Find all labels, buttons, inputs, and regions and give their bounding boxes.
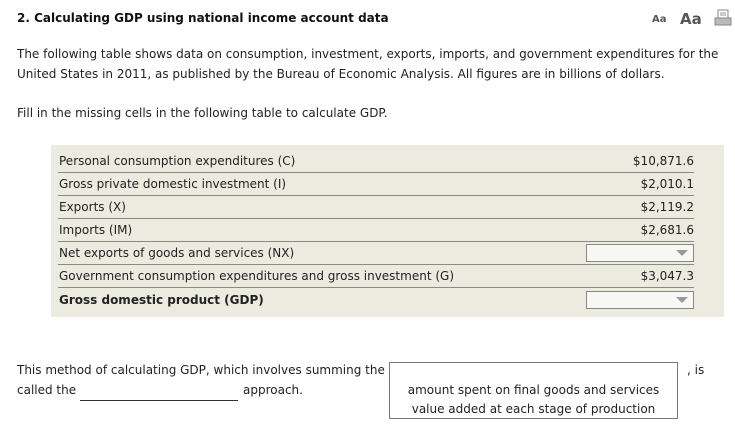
table-row-total [58, 289, 694, 311]
question-text-end: , is [687, 363, 705, 377]
table-row [58, 150, 694, 173]
option-value-added[interactable]: value added at each stage of production [411, 402, 656, 416]
net-exports-dropdown[interactable] [586, 244, 694, 262]
approach-dropdown[interactable] [389, 362, 678, 382]
instruction-text: Fill in the missing cells in the following table to calculate GDP. [17, 106, 388, 120]
question-title: 2. Calculating GDP using national income account data [17, 11, 389, 25]
intro-text: The following table shows data on consumption, investment, exports, imports, and government expenditures for the United States in 2011, as published by the Bureau of Economic Analysis. All figures are in billions of dollars. [17, 47, 719, 81]
approach-options-menu [389, 380, 678, 419]
table-row [58, 265, 694, 288]
gdp-table [51, 145, 724, 317]
row-label: Gross private domestic investment (I) [59, 177, 287, 191]
row-value: $2,681.6 [640, 223, 694, 237]
print-icon[interactable] [714, 9, 732, 30]
question-text-1: This method of calculating GDP, which involves summing the [17, 363, 385, 377]
gdp-dropdown[interactable] [586, 291, 694, 309]
row-value: $2,119.2 [640, 200, 694, 214]
question-text-3: approach. [243, 383, 303, 397]
font-increase-button[interactable]: Aa [680, 10, 702, 28]
table-row [58, 196, 694, 219]
row-label: Exports (X) [59, 200, 126, 214]
chevron-down-icon [676, 250, 688, 256]
approach-blank[interactable] [80, 400, 238, 401]
row-label: Gross domestic product (GDP) [59, 293, 264, 307]
row-label: Imports (IM) [59, 223, 133, 237]
row-value: $2,010.1 [640, 177, 694, 191]
table-row [58, 242, 694, 265]
chevron-down-icon [676, 297, 688, 303]
table-row [58, 219, 694, 242]
row-value: $10,871.6 [632, 154, 694, 168]
row-label: Personal consumption expenditures (C) [59, 154, 296, 168]
table-row [58, 173, 694, 196]
row-value: $3,047.3 [640, 269, 694, 283]
question-text-2: called the [17, 383, 77, 397]
option-amount-spent[interactable]: amount spent on final goods and services [407, 383, 660, 397]
row-label: Net exports of goods and services (NX) [59, 246, 295, 260]
row-label: Government consumption expenditures and gross investment (G) [59, 269, 454, 283]
font-decrease-button[interactable]: Aa [652, 14, 667, 25]
